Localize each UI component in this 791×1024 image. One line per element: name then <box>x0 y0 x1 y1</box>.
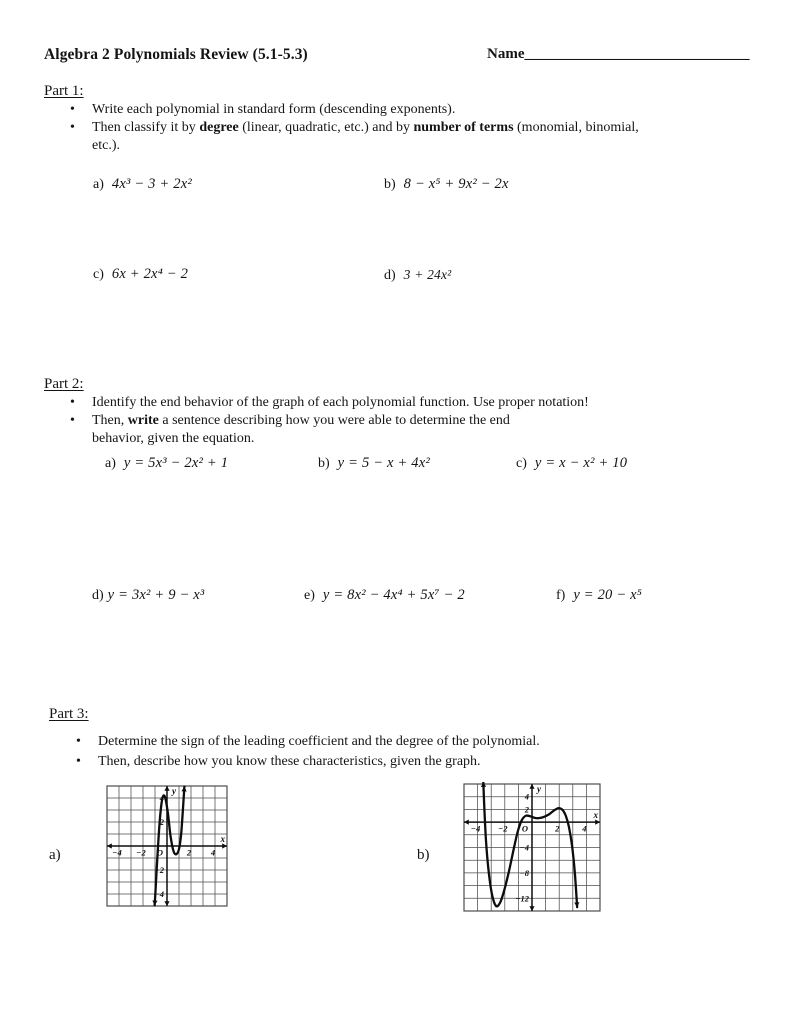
problem-label: d) <box>92 588 104 603</box>
part2-problem-b <box>318 455 430 472</box>
bullet-icon: • <box>70 413 75 428</box>
problem-expression: 8 − x⁵ + 9x² − 2x <box>403 176 509 192</box>
problem-expression: y = 20 − x⁵ <box>573 587 643 603</box>
name-underline: ______________________________ <box>524 46 750 62</box>
svg-text:y: y <box>172 786 176 796</box>
name-field <box>487 46 750 63</box>
part2-bullet-1: • Identify the end behavior of the graph of each polynomial function. Use proper notation! <box>70 395 589 410</box>
problem-label: b) <box>318 456 330 471</box>
svg-text:4: 4 <box>210 847 216 858</box>
problem-label: c) <box>93 267 104 282</box>
problem-expression: y = 5x³ − 2x² + 1 <box>123 455 229 471</box>
part1-problem-a <box>93 176 192 193</box>
graph-a <box>105 784 229 908</box>
svg-text:2: 2 <box>555 823 560 834</box>
bullet-icon: • <box>76 754 81 769</box>
part1-problem-c <box>93 266 188 283</box>
svg-text:2: 2 <box>524 804 529 815</box>
part1-bullet-2: • Then classify it by degree (linear, quadratic, etc.) and by number of terms (monomial, binomial, etc.). <box>70 120 639 153</box>
part2-problem-a <box>105 455 228 472</box>
svg-text:−2: −2 <box>136 847 146 858</box>
svg-text:−4: −4 <box>154 889 164 899</box>
svg-text:O: O <box>156 847 163 858</box>
graph-b <box>462 782 602 913</box>
graph-a-label: a) <box>49 847 61 863</box>
problem-expression: 4x³ − 3 + 2x² <box>111 176 192 192</box>
bullet-icon: • <box>70 395 75 410</box>
bullet-icon: • <box>76 734 81 749</box>
bullet-icon: • <box>70 120 75 135</box>
part3-instructions <box>76 732 756 772</box>
problem-label: a) <box>105 456 116 471</box>
graph-b-svg <box>462 782 602 913</box>
svg-text:4: 4 <box>582 823 587 834</box>
svg-text:2: 2 <box>186 847 192 858</box>
svg-text:−4: −4 <box>519 842 529 853</box>
part1-problem-d <box>384 267 451 284</box>
svg-text:O: O <box>521 823 528 834</box>
svg-text:−12: −12 <box>515 893 529 904</box>
problem-expression: y = x − x² + 10 <box>534 455 628 471</box>
problem-expression: y = 3x² + 9 − x³ <box>107 587 205 603</box>
problem-label: e) <box>304 588 315 603</box>
svg-text:x: x <box>220 834 225 844</box>
part3-heading: Part 3: <box>49 706 89 722</box>
svg-text:−8: −8 <box>519 867 529 878</box>
svg-text:2: 2 <box>159 817 164 827</box>
svg-text:4: 4 <box>159 793 164 803</box>
svg-text:−2: −2 <box>498 823 508 834</box>
problem-label: b) <box>384 177 396 192</box>
svg-text:4: 4 <box>524 791 529 802</box>
part3-bullet-1: • Determine the sign of the leading coefficient and the degree of the polynomial. <box>76 732 756 752</box>
part2-heading: Part 2: <box>44 376 84 392</box>
svg-text:y: y <box>537 784 541 794</box>
problem-label: d) <box>384 268 396 283</box>
part2-problem-e <box>304 587 465 604</box>
problem-label: a) <box>93 177 104 192</box>
page-title: Algebra 2 Polynomials Review (5.1-5.3) <box>44 46 308 63</box>
problem-label: c) <box>516 456 527 471</box>
problem-expression: 6x + 2x⁴ − 2 <box>111 266 189 282</box>
part2-problem-c <box>516 455 627 472</box>
problem-expression: y = 8x² − 4x⁴ + 5x⁷ − 2 <box>322 587 465 603</box>
graph-a-svg <box>105 784 229 908</box>
part1-heading: Part 1: <box>44 83 84 99</box>
svg-text:−4: −4 <box>112 847 122 858</box>
problem-label: f) <box>556 588 566 603</box>
part1-bullet-1: • Write each polynomial in standard form (descending exponents). <box>70 102 456 117</box>
part3-bullet-2: • Then, describe how you know these characteristics, given the graph. <box>76 752 756 772</box>
part2-problem-f <box>556 587 642 604</box>
svg-text:−2: −2 <box>154 865 164 875</box>
part2-problem-d <box>92 587 204 604</box>
svg-text:x: x <box>593 810 598 821</box>
name-label: Name <box>487 46 525 62</box>
problem-expression: 3 + 24x² <box>403 267 452 282</box>
part1-problem-b <box>384 176 509 193</box>
svg-text:−4: −4 <box>470 823 481 834</box>
part2-bullet-2: • Then, write a sentence describing how you were able to determine the end behavior, given the equation. <box>70 413 510 446</box>
bullet-icon: • <box>70 102 75 117</box>
part2-instructions <box>70 394 760 448</box>
part1-instructions <box>70 101 760 155</box>
graph-b-label: b) <box>417 847 430 863</box>
problem-expression: y = 5 − x + 4x² <box>337 455 430 471</box>
